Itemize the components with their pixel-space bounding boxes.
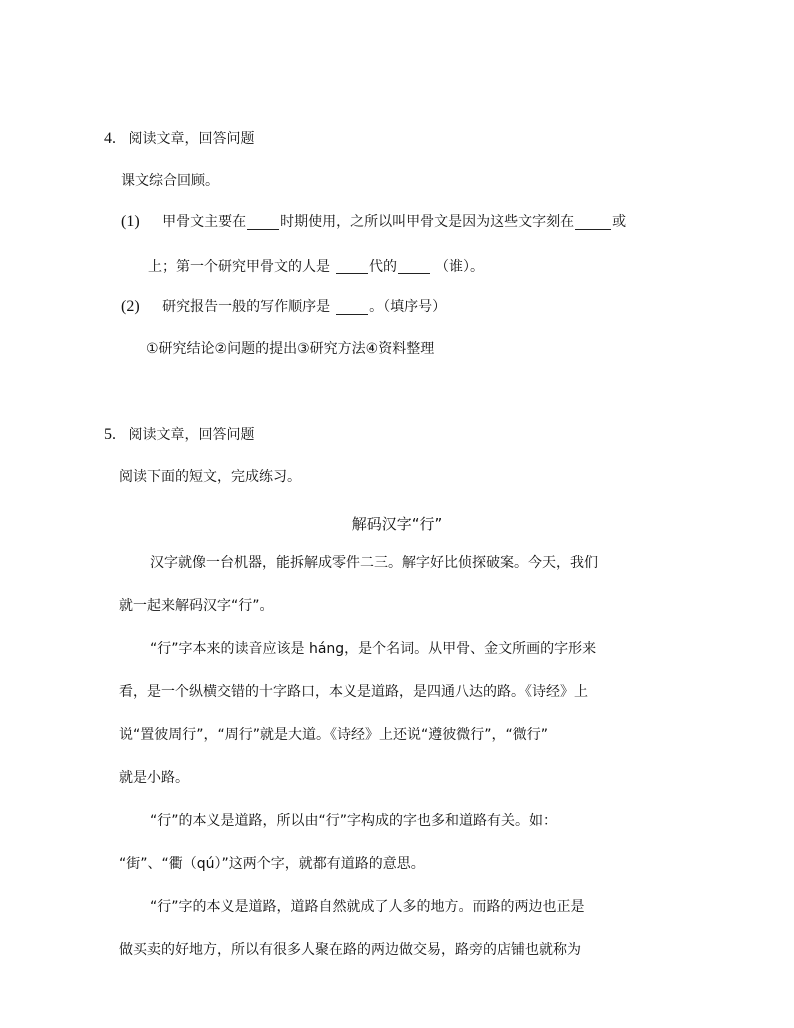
q5-header (104, 427, 254, 443)
passage-line: 看，是一个纵横交错的十字路口，本义是道路，是四通八达的路。《诗经》上 (119, 684, 588, 700)
answer-blank (336, 259, 368, 274)
q4-number: 4. (104, 130, 116, 147)
passage-line: 就是小路。 (119, 770, 189, 786)
q4-intro: 课文综合回顾。 (121, 173, 219, 189)
q4-part2-seg1: 研究报告一般的写作顺序是 (162, 299, 331, 315)
q4-part1-seg6: （谁）。 (435, 259, 484, 275)
q5-number: 5. (104, 426, 116, 443)
passage-line: 说“置彼周行”，“周行”就是大道。《诗经》上还说“遵彼微行”，“微行” (119, 727, 549, 743)
passage-line: “行”字的本义是道路，道路自然就成了人多的地方。而路的两边也正是 (150, 899, 585, 915)
answer-blank (398, 259, 430, 274)
q4-part1-seg4: 上；第一个研究甲骨文的人是 (148, 259, 330, 275)
q4-part2-label: (2) (121, 298, 140, 315)
passage-line: “行”字本来的读音应该是 háng，是个名词。从甲骨、金文所画的字形来 (150, 641, 597, 657)
q4-part2-seg2: 。（填序号） (369, 299, 447, 315)
passage-line: 就一起来解码汉字“行”。 (119, 598, 274, 614)
q4-part2-options: ①研究结论②问题的提出③研究方法④资料整理 (146, 341, 435, 357)
q5-heading: 阅读文章，回答问题 (128, 427, 255, 443)
q4-heading: 阅读文章，回答问题 (128, 131, 255, 147)
q4-part2-line (121, 299, 446, 315)
q4-part1-line2 (148, 259, 484, 274)
q4-part1-line1 (121, 214, 626, 230)
passage-line: 做买卖的好地方，所以有很多人聚在路的两边做交易，路旁的店铺也就称为 (119, 942, 581, 958)
passage-line: “街”、“衢（qú）”这两个字，就都有道路的意思。 (119, 856, 425, 872)
q4-header (104, 131, 254, 147)
q4-part1-seg1: 甲骨文主要在 (162, 214, 247, 230)
passage-title: 解码汉字“行” (351, 515, 443, 533)
q5-intro: 阅读下面的短文，完成练习。 (119, 469, 301, 485)
answer-blank (575, 215, 611, 230)
q4-part1-seg5: 代的 (369, 259, 397, 275)
q4-part1-label: (1) (121, 213, 140, 230)
answer-blank (336, 300, 368, 315)
q4-part1-seg2: 时期使用，之所以叫甲骨文是因为这些文字刻在 (280, 214, 575, 230)
q4-part1-seg3: 或 (612, 214, 627, 230)
passage-line: “行”的本义是道路，所以由“行”字构成的字也多和道路有关。如： (150, 813, 558, 829)
passage-line: 汉字就像一台机器，能拆解成零件二三。解字好比侦探破案。今天，我们 (150, 555, 598, 571)
answer-blank (247, 215, 279, 230)
